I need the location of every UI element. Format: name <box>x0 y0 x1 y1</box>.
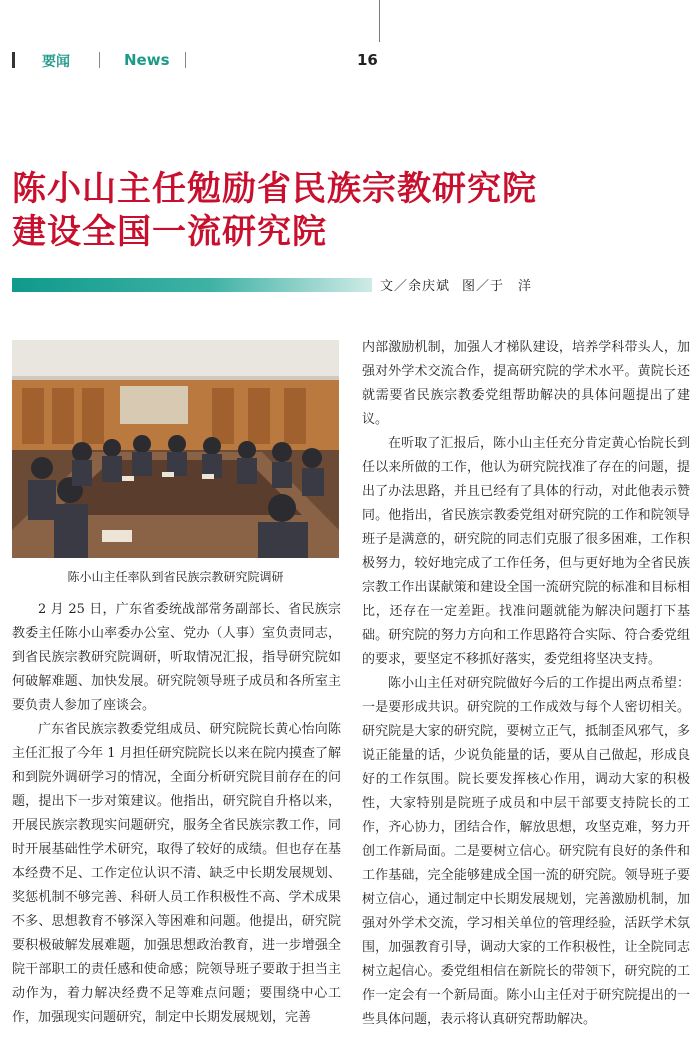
body-column-left <box>12 598 341 1030</box>
top-divider <box>379 0 380 42</box>
page-header <box>0 50 700 74</box>
title-line: 建设全国一流研究院 <box>12 212 327 252</box>
body-paragraph: 内部激励机制，加强人才梯队建设，培养学科带头人，加强对外学术交流合作，提高研究院的学术水平。黄院长还就需要省民族宗教委党组帮助解决的具体问题提出了建议。 <box>362 340 690 427</box>
photo-caption: 陈小山主任率队到省民族宗教研究院调研 <box>67 570 284 584</box>
title-line: 陈小山主任勉励省民族宗教研究院 <box>12 169 537 209</box>
byline <box>380 275 532 294</box>
section-label-english: News <box>124 51 170 69</box>
photo-credit: 图／于 洋 <box>462 279 533 294</box>
body-paragraph: 广东省民族宗教委党组成员、研究院院长黄心怡向陈主任汇报了今年 1 月担任研究院院长以来在院内摸查了解和到院外调研学习的情况，全面分析研究院目前存在的问题，提出下一步对策建议。他指出，研究院自升格以来，开展民族宗教现实问题研究，服务全省民族宗教工作，同时开展基础性学术研究，取得了较好的成绩。但也存在基本经费不足、工作定位认识不清、缺乏中长期发展规划、奖惩机制不够完善、科研人员工作积极性不高、学术成果不多、思想教育不够深入等困难和问题。他提出，研究院要积极破解发展难题，加强思想政治教育，进一步增强全院干部职工的责任感和使命感；院领导班子要敢于担当主动作为，着力解决经费不足等难点问题；要围绕中心工作，加强现实问题研究，制定中长期发展规划，完善 <box>12 722 341 1025</box>
meeting-photo <box>12 340 339 558</box>
author-credit: 文／余庆斌 <box>380 279 451 294</box>
meeting-photo-illustration <box>12 340 339 558</box>
body-paragraph: 2 月 25 日，广东省委统战部常务副部长、省民族宗教委主任陈小山率委办公室、党办（人事）室负责同志，到省民族宗教研究院调研，听取情况汇报，指导研究院如何破解难题、加快发展。研究院领导班子成员和各所室主要负责人参加了座谈会。 <box>12 602 341 713</box>
body-paragraph: 在听取了汇报后，陈小山主任充分肯定黄心怡院长到任以来所做的工作，他认为研究院找准了存在的问题，提出了办法思路，并且已经有了具体的行动，对此他表示赞同。他指出，省民族宗教委党组对研究院的工作和院领导班子是满意的，研究院的同志们克服了很多困难，工作积极努力，较好地完成了工作任务，但与更好地为全省民族宗教工作出谋献策和建设全国一流研究院的标准和目标相比，还存在一定差距。找准问题就能为解决问题打下基础。研究院的努力方向和工作思路符合实际、符合委党组的要求，要坚定不移抓好落实，委党组将坚决支持。 <box>362 436 690 667</box>
title-rule <box>12 278 372 292</box>
body-paragraph: 陈小山主任对研究院做好今后的工作提出两点希望：一是要形成共识。研究院的工作成效与每个人密切相关。研究院是大家的研究院，要树立正气，抵制歪风邪气，多说正能量的话，少说负能量的话，要从自己做起，形成良好的工作氛围。院长要发挥核心作用，调动大家的积极性，大家特别是院班子成员和中层干部要支持院长的工作，齐心协力，团结合作，解放思想，攻坚克难，努力开创工作新局面。二是要树立信心。研究院有良好的条件和工作基础，完全能够建成全国一流的研究院。领导班子要树立信心，通过制定中长期发展规划，完善激励机制，加强对外学术交流，学习相关单位的管理经验，活跃学术氛围，加强教育引导，调动大家的工作积极性，让全院同志树立起信心。委党组相信在新院长的带领下，研究院的工作一定会有一个新局面。陈小山主任对于研究院提出的一些具体问题，表示将认真研究帮助解决。 <box>362 676 690 1027</box>
header-separator <box>99 52 100 68</box>
section-label: 要闻 <box>42 54 70 70</box>
article-title <box>12 168 537 254</box>
page-number: 16 <box>357 51 378 69</box>
header-bar <box>12 52 15 68</box>
header-separator <box>185 52 186 68</box>
body-column-right <box>362 336 690 1032</box>
